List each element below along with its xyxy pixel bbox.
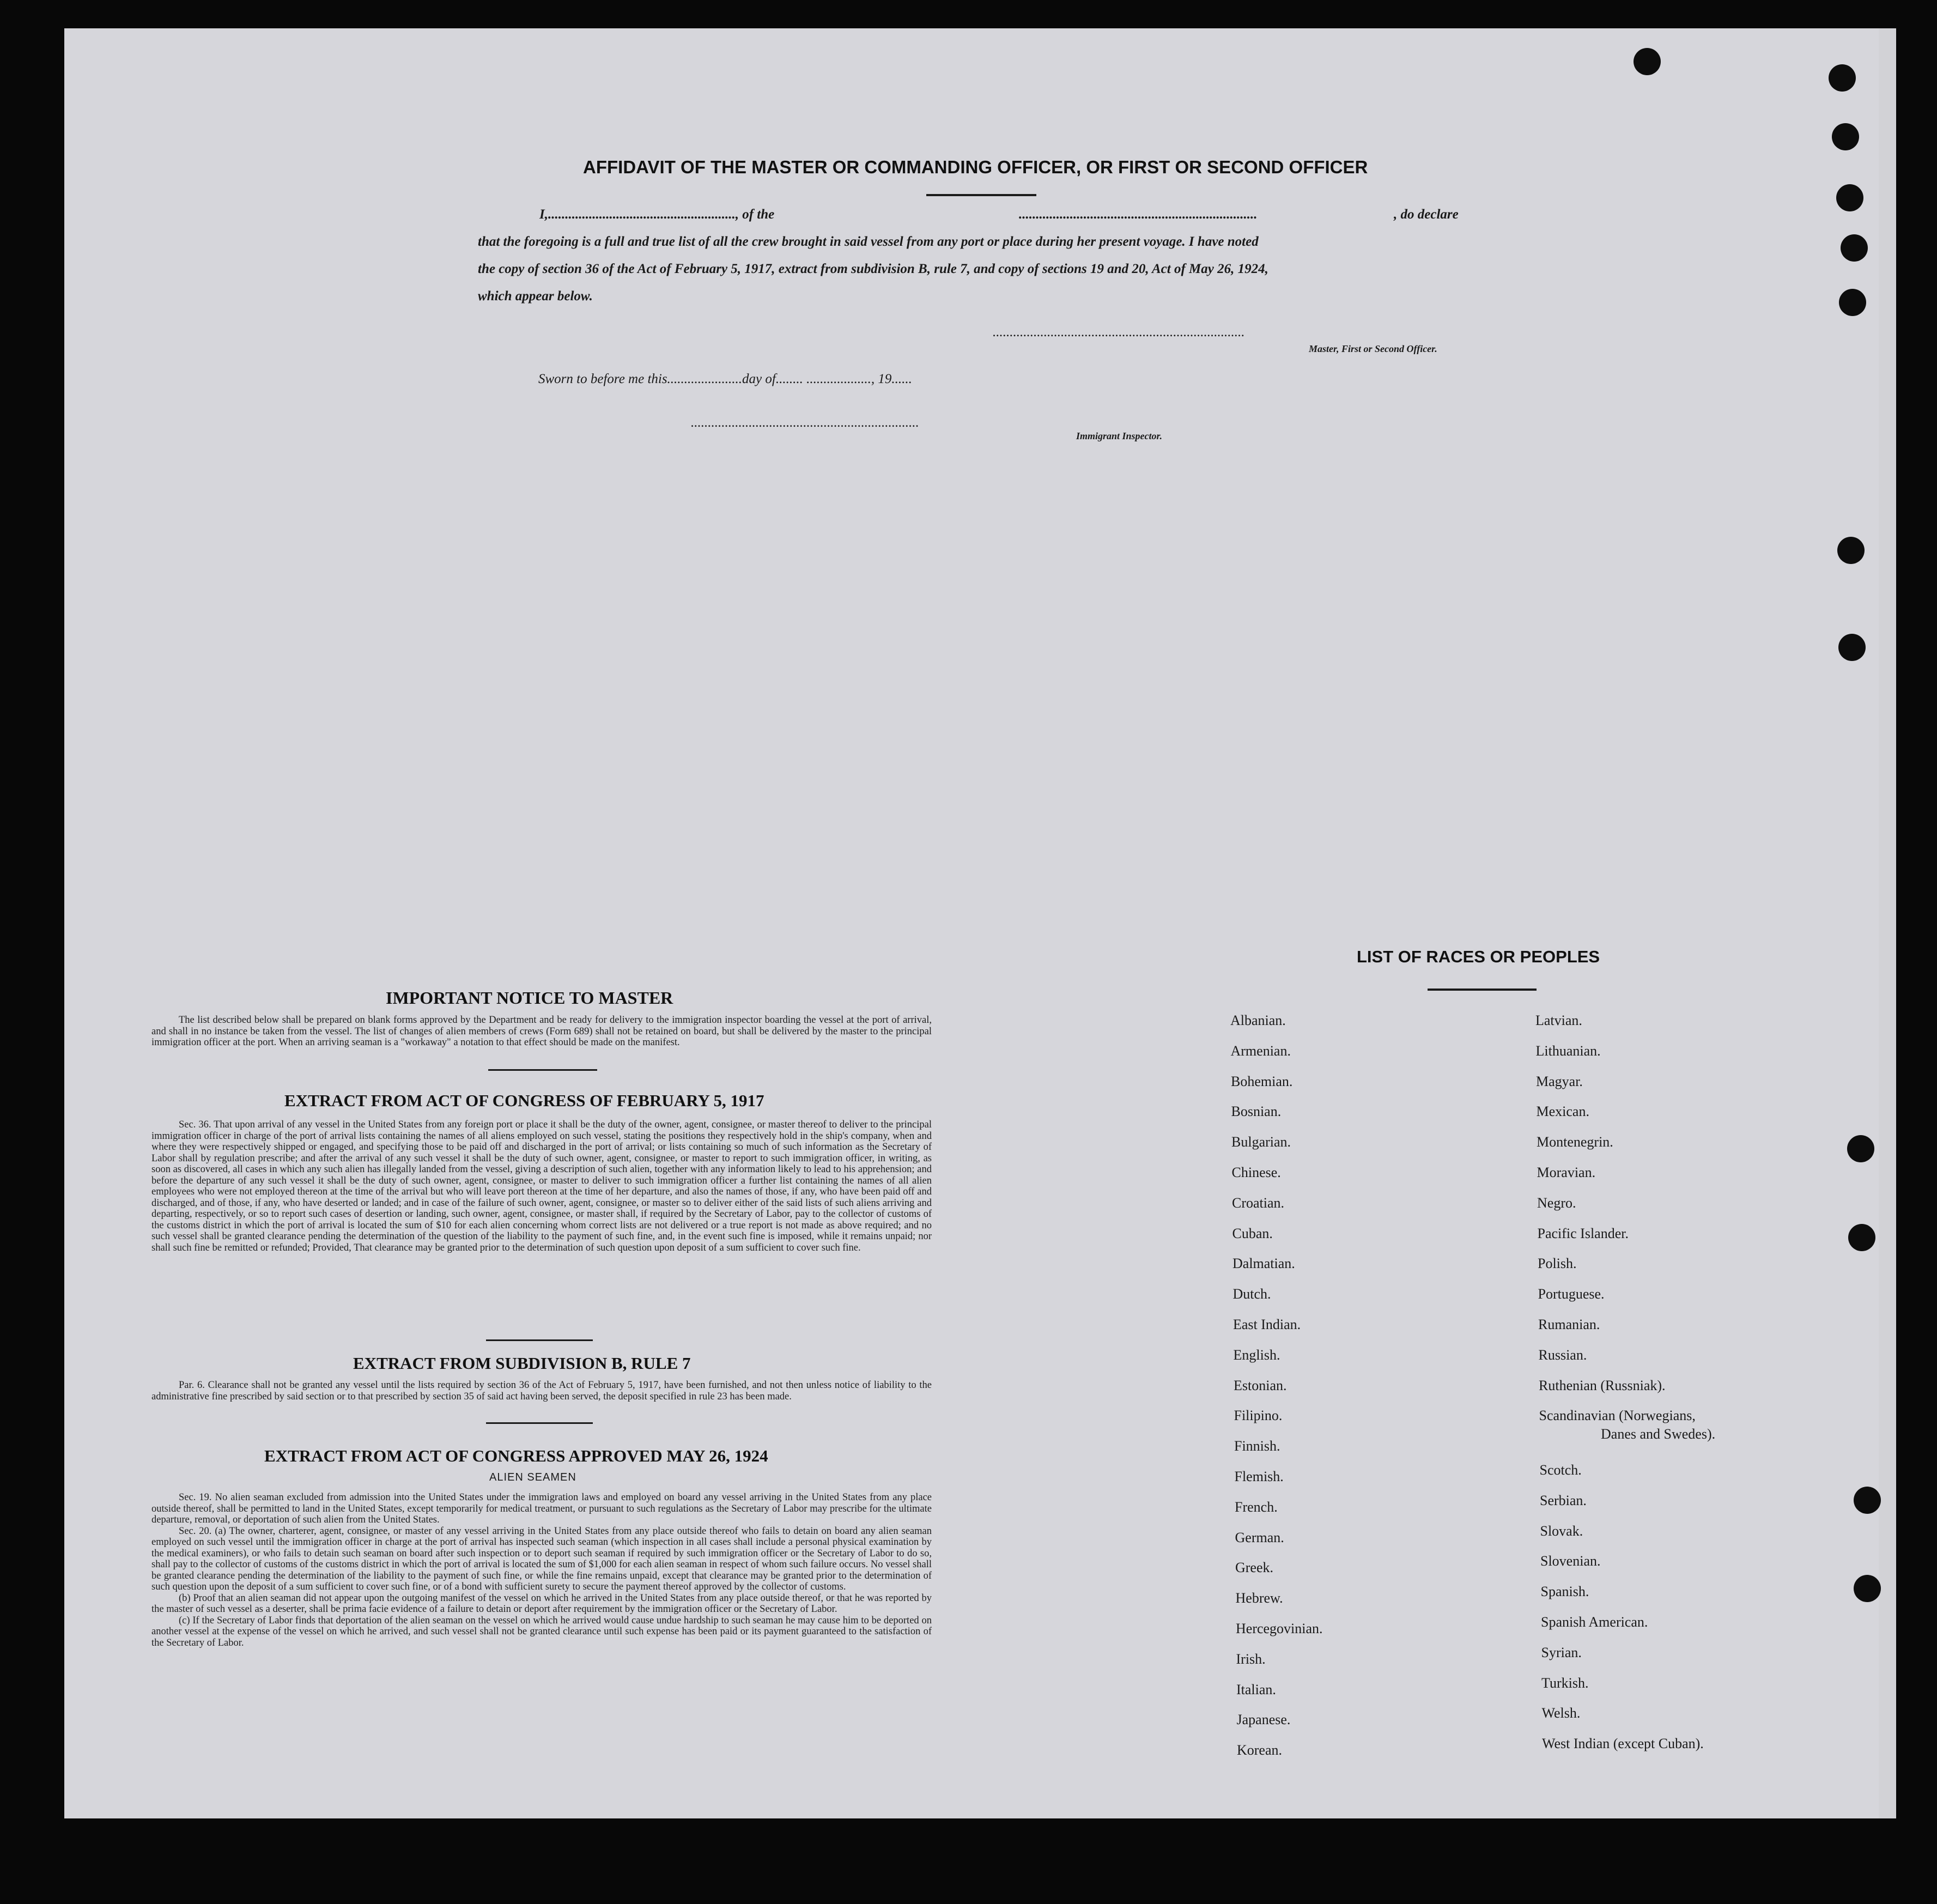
affidavit-line-3: the copy of section 36 of the Act of February 5, 1917, extract from subdivision B, rule 7, and copy of sections 19 and 20, Act of May 26, 1924, bbox=[478, 262, 1268, 276]
race-item: Rumanian. bbox=[1538, 1317, 1600, 1332]
race-item: Flemish. bbox=[1234, 1469, 1284, 1484]
race-item: Bosnian. bbox=[1231, 1103, 1282, 1120]
race-item: Finnish. bbox=[1234, 1438, 1280, 1454]
race-item: Portuguese. bbox=[1538, 1286, 1605, 1302]
binder-hole bbox=[1836, 184, 1863, 211]
section-rule bbox=[488, 1069, 597, 1071]
race-item: Magyar. bbox=[1536, 1073, 1583, 1089]
sec-20a-paragraph: Sec. 20. (a) The owner, charterer, agent, consignee, or master of any vessel arriving in the United States from any place outside thereof who fails to detain on board any alien seaman employed on such vessel until the immigration officer in charge at the port of arrival has inspected such seaman (which inspection in all cases shall include a personal physical examination by the medical examiners), or who fails to detain such seaman on board after such inspection or to deport such seaman if required by such immigration officer or the Secretary of Labor to do so, shall pay to the collector of customs of the customs district in which the port of arrival is located the sum of $1,000 for each alien seaman in respect of whom such failure occurs. No vessel shall be granted clearance pending the determination of the liability to the payment of such fine, or while the fine remains unpaid, except that clearance may be granted prior to the determination of such question upon the deposit of a sum sufficient to cover such fine, or of a bond with sufficient surety to secure the payment thereof approved by the collector of customs. bbox=[151, 1525, 932, 1592]
race-item: Spanish American. bbox=[1541, 1614, 1648, 1630]
race-item: Scotch. bbox=[1539, 1462, 1582, 1478]
race-item: Danes and Swedes). bbox=[1601, 1426, 1716, 1442]
race-item: Welsh. bbox=[1541, 1705, 1581, 1721]
extract-1917-text bbox=[151, 1119, 932, 1253]
binder-hole bbox=[1634, 48, 1661, 75]
race-item: Japanese. bbox=[1236, 1712, 1291, 1728]
binder-hole bbox=[1854, 1575, 1881, 1602]
binder-hole bbox=[1839, 289, 1866, 316]
race-item: Filipino. bbox=[1234, 1408, 1283, 1424]
race-item: Mexican. bbox=[1536, 1103, 1589, 1120]
race-item: Turkish. bbox=[1541, 1675, 1589, 1691]
affidavit-title-rule bbox=[926, 194, 1036, 196]
affidavit-title: AFFIDAVIT OF THE MASTER OR COMMANDING OFFICER, OR FIRST OR SECOND OFFICER bbox=[583, 157, 1368, 177]
alien-seamen-subtitle: ALIEN SEAMEN bbox=[489, 1471, 576, 1483]
extract-rule7-title: EXTRACT FROM SUBDIVISION B, RULE 7 bbox=[353, 1354, 691, 1373]
affidavit-line-1-end: , do declare bbox=[1394, 207, 1459, 222]
race-item: Bulgarian. bbox=[1231, 1134, 1291, 1150]
notice-title: IMPORTANT NOTICE TO MASTER bbox=[386, 988, 673, 1008]
extract-1917-title: EXTRACT FROM ACT OF CONGRESS OF FEBRUARY 5, 1917 bbox=[284, 1091, 764, 1110]
race-item: English. bbox=[1233, 1347, 1280, 1363]
binder-hole bbox=[1837, 537, 1865, 564]
signature-label: Master, First or Second Officer. bbox=[1309, 343, 1437, 354]
race-item: Ruthenian (Russniak). bbox=[1539, 1377, 1666, 1393]
race-item: Latvian. bbox=[1535, 1012, 1582, 1028]
race-item: Croatian. bbox=[1232, 1194, 1285, 1211]
race-item: Moravian. bbox=[1537, 1165, 1596, 1180]
race-item: Korean. bbox=[1237, 1742, 1283, 1759]
section-rule bbox=[486, 1422, 593, 1424]
race-item: Hebrew. bbox=[1235, 1590, 1283, 1606]
race-item: Chinese. bbox=[1231, 1165, 1281, 1180]
race-item: Dalmatian. bbox=[1232, 1256, 1295, 1272]
affidavit-line-2: that the foregoing is a full and true list of all the crew brought in said vessel from any port or place during her present voyage. I have noted bbox=[478, 234, 1259, 249]
race-item: Irish. bbox=[1236, 1651, 1266, 1667]
binder-hole bbox=[1847, 1135, 1874, 1162]
binder-hole bbox=[1841, 234, 1868, 262]
race-item: Estonian. bbox=[1234, 1377, 1287, 1393]
binder-hole bbox=[1848, 1224, 1875, 1251]
signature-line: .......................................................................... bbox=[993, 325, 1245, 339]
race-item: German. bbox=[1235, 1529, 1284, 1545]
sec-20c-paragraph: (c) If the Secretary of Labor finds that deportation of the alien seaman on the vessel on which he arrived would cause undue hardship to such seaman he may cause him to be deported on another vessel at the expense of the vessel on which he arrived, and such vessel shall not be granted clearance until such expense has been paid or its payment guaranteed to the satisfaction of the Secretary of Labor. bbox=[151, 1615, 932, 1648]
race-item: Lithuanian. bbox=[1535, 1042, 1601, 1059]
race-item: Armenian. bbox=[1230, 1042, 1291, 1059]
race-item: Hercegovinian. bbox=[1236, 1621, 1323, 1636]
binder-hole bbox=[1832, 123, 1859, 150]
race-item: Syrian. bbox=[1541, 1644, 1582, 1660]
sec-36-paragraph: Sec. 36. That upon arrival of any vessel in the United States from any foreign port or place it shall be the duty of the owner, agent, consignee, or master thereof to deliver to the principal immigration officer in charge of the port of arrival lists containing the names of all aliens employed on such vessel, stating the positions they respectively hold in the ship's company, when and where they were respectively shipped or engaged, and specifying those to be paid off and discharged in the port of arrival; or lists containing so much of such information as the Secretary of Labor shall by regulation prescribe; and after the arrival of any such vessel it shall be the duty of such owner, agent, consignee, or master to report to such immigration officer, in writing, as soon as discovered, all cases in which any such alien has illegally landed from the vessel, giving a description of such alien, together with any information likely to lead to his apprehension; and before the departure of any such vessel it shall be the duty of such owner, agent, consignee, or master to deliver to such immigration officer a further list containing the names of all alien employees who were not employed thereon at the time of the arrival but who will leave port thereon at the time of her departure, and also the names of those, if any, who have been paid off and discharged, and of those, if any, who have deserted or landed; and in case of the failure of such owner, agent, consignee, or master so to deliver either of the said lists of such aliens arriving and departing, respectively, or so to report such cases of desertion or landing, such owner, agent, consignee, or master shall, if required by the Secretary of Labor, pay to the collector of customs of the customs district in which the port of arrival is located the sum of $10 for each alien concerning whom correct lists are not delivered or a true report is not made as above required; and no such vessel shall be granted clearance pending the determination of the question of the liability to the payment of such fine, and, in the event such fine is imposed, while it remains unpaid; nor shall such fine be remitted or refunded; Provided, That clearance may be granted prior to the determination of such question upon deposit of a sum sufficient to cover such fine. bbox=[151, 1119, 932, 1253]
page-edge-strip bbox=[1879, 28, 1896, 1818]
affidavit-line-4: which appear below. bbox=[478, 289, 593, 304]
par-6-paragraph: Par. 6. Clearance shall not be granted any vessel until the lists required by section 36 of the Act of February 5, 1917, have been furnished, and not then unless notice of liability to the administrative fine prescribed by said section or to that prescribed by section 35 of said act having been served, the deposit specified in rule 23 has been made. bbox=[151, 1380, 932, 1402]
affidavit-line-1-dots: ...................................................................... bbox=[1019, 207, 1258, 222]
sec-19-paragraph: Sec. 19. No alien seaman excluded from admission into the United States under the immigration laws and employed on board any vessel arriving in the United States from any place outside thereof, shall be permitted to land in the United States, except temporarily for medical treatment, or pursuant to such regulations as the Secretary of Labor may prescribe for the ultimate departure, removal, or deportation of such alien from the United States. bbox=[151, 1492, 932, 1525]
races-title-rule bbox=[1428, 989, 1537, 991]
race-item: Dutch. bbox=[1232, 1286, 1271, 1302]
race-item: French. bbox=[1235, 1499, 1278, 1515]
race-item: Montenegrin. bbox=[1537, 1134, 1613, 1150]
race-item: Scandinavian (Norwegians, bbox=[1539, 1408, 1696, 1424]
binder-hole bbox=[1854, 1487, 1881, 1514]
race-item: Pacific Islander. bbox=[1537, 1225, 1629, 1241]
race-item: Cuban. bbox=[1232, 1225, 1273, 1241]
race-item: Slovak. bbox=[1540, 1523, 1583, 1539]
binder-hole bbox=[1829, 64, 1856, 92]
race-item: Spanish. bbox=[1540, 1584, 1589, 1600]
races-title: LIST OF RACES OR PEOPLES bbox=[1357, 947, 1600, 966]
inspector-label: Immigrant Inspector. bbox=[1076, 430, 1163, 441]
sworn-line: Sworn to before me this......................day of........ ..................., 19...... bbox=[538, 372, 912, 386]
binder-hole bbox=[1838, 634, 1866, 661]
race-item: Negro. bbox=[1537, 1194, 1576, 1211]
race-item: Italian. bbox=[1236, 1681, 1276, 1697]
inspector-line: ................................................................... bbox=[691, 415, 919, 430]
race-item: Polish. bbox=[1538, 1256, 1577, 1272]
extract-rule7-text bbox=[151, 1380, 932, 1402]
race-item: Serbian. bbox=[1540, 1492, 1587, 1508]
extract-1924-text bbox=[151, 1492, 932, 1648]
section-rule bbox=[486, 1339, 593, 1341]
affidavit-line-1-start: I,......................................................., of the bbox=[539, 207, 775, 222]
extract-1924-title: EXTRACT FROM ACT OF CONGRESS APPROVED MAY 26, 1924 bbox=[264, 1446, 768, 1465]
race-item: Slovenian. bbox=[1540, 1553, 1601, 1569]
race-item: Russian. bbox=[1538, 1347, 1587, 1363]
race-item: Bohemian. bbox=[1231, 1073, 1293, 1089]
race-item: West Indian (except Cuban). bbox=[1542, 1736, 1704, 1752]
race-item: Albanian. bbox=[1230, 1012, 1286, 1028]
notice-paragraph: The list described below shall be prepared on blank forms approved by the Department and be ready for delivery to the immigration inspector boarding the vessel at the port of arrival, and shall in no instance be taken from the vessel. The list of changes of alien members of crews (Form 689) shall not be retained on board, but shall be delivered by the master to the principal immigration officer at the port. When an arriving seaman is a "workaway" a notation to that effect should be made on the manifest. bbox=[151, 1015, 932, 1048]
race-item: Greek. bbox=[1235, 1560, 1274, 1576]
notice-text bbox=[151, 1015, 932, 1048]
sec-20b-paragraph: (b) Proof that an alien seaman did not appear upon the outgoing manifest of the vessel on which he arrived in the United States from any place outside thereof, or that he was reported by the master of such vessel as a deserter, shall be prima facie evidence of a failure to detain or deport after requirement by the immigration officer or the Secretary of Labor. bbox=[151, 1592, 932, 1615]
race-item: East Indian. bbox=[1233, 1317, 1301, 1332]
